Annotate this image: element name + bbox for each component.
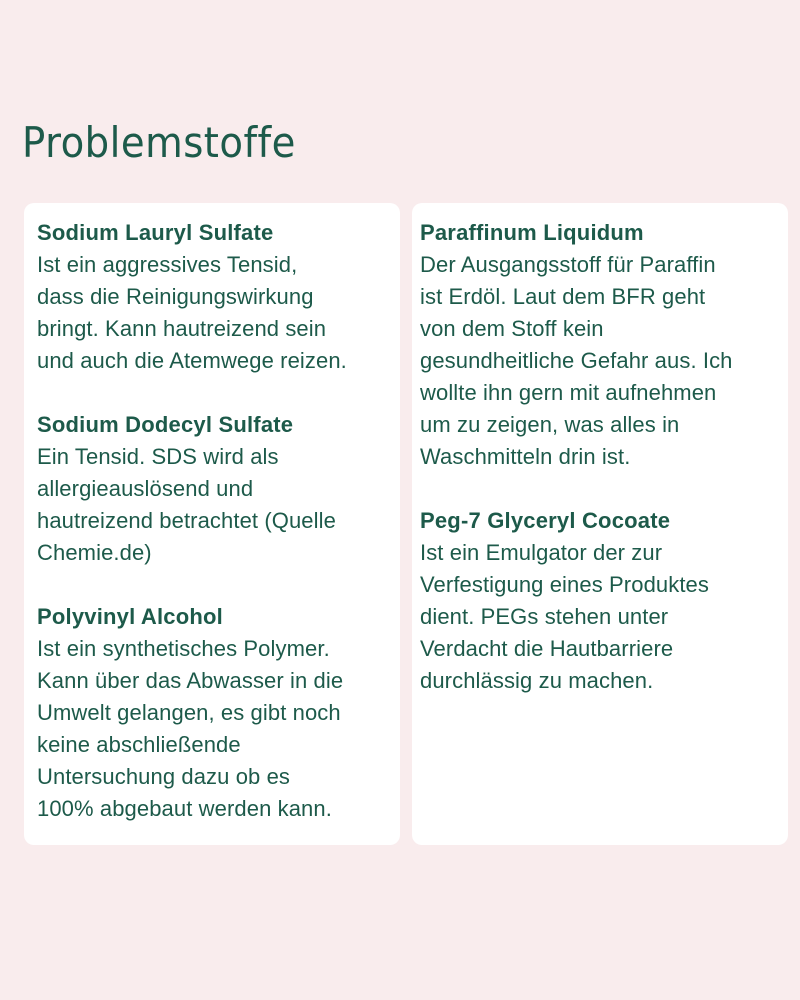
ingredient-name: Polyvinyl Alcohol bbox=[37, 604, 223, 629]
ingredient-card-left bbox=[24, 203, 400, 845]
ingredient-entry bbox=[420, 217, 788, 473]
ingredient-description: Der Ausgangsstoff für Paraffin ist Erdöl. Laut dem BFR geht von dem Stoff kein gesundheitliche Gefahr aus. Ich wollte ihn gern mit aufnehmen um zu zeigen, was alles in Waschmitteln drin ist. bbox=[420, 252, 733, 469]
ingredient-description: Ist ein synthetisches Polymer. Kann über das Abwasser in die Umwelt gelangen, es gibt noch keine abschließende Untersuchung dazu ob es 100% abgebaut werden kann. bbox=[37, 636, 344, 821]
ingredient-entry bbox=[37, 601, 400, 825]
ingredient-card-right bbox=[412, 203, 788, 845]
ingredient-description: Ist ein Emulgator der zur Verfestigung eines Produktes dient. PEGs stehen unter Verdacht die Hautbarriere durchlässig zu machen. bbox=[420, 540, 709, 693]
ingredient-entry bbox=[37, 409, 400, 569]
ingredient-name: Sodium Dodecyl Sulfate bbox=[37, 412, 294, 437]
ingredient-name: Peg-7 Glyceryl Cocoate bbox=[420, 508, 671, 533]
ingredient-entry bbox=[37, 217, 400, 377]
ingredient-name: Paraffinum Liquidum bbox=[420, 220, 644, 245]
ingredient-entry bbox=[420, 505, 788, 697]
ingredient-description: Ein Tensid. SDS wird als allergieauslösend und hautreizend betrachtet (Quelle Chemie.de) bbox=[37, 444, 336, 565]
ingredient-description: Ist ein aggressives Tensid, dass die Reinigungswirkung bringt. Kann hautreizend sein und auch die Atemwege reizen. bbox=[37, 252, 347, 373]
ingredient-name: Sodium Lauryl Sulfate bbox=[37, 220, 274, 245]
page-title: Problemstoffe bbox=[22, 118, 296, 167]
